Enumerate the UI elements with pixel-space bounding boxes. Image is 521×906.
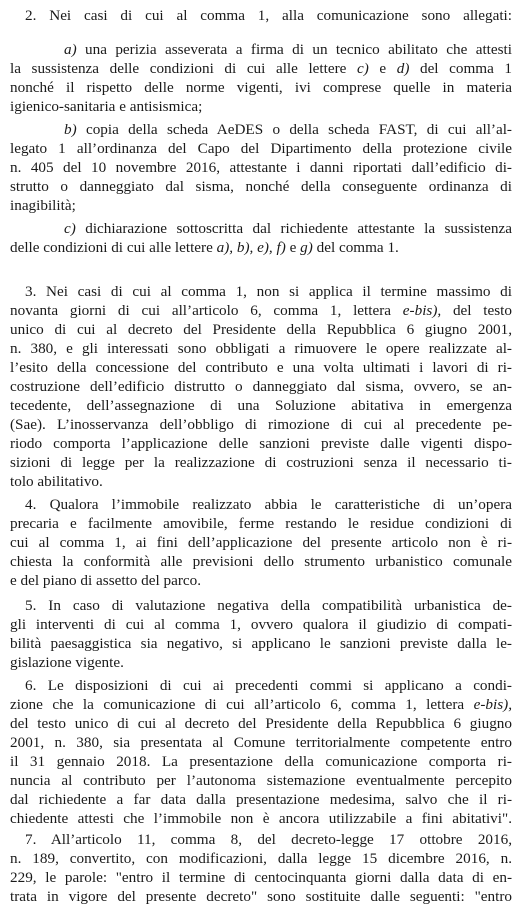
text-line: n. 405 del 10 novembre 2016, attestante i danni riportati dall’edificio di- — [10, 159, 512, 176]
list-label: b) — [64, 121, 77, 138]
text-span: novanta giorni di cui all’articolo 6, comma 1, lettera — [10, 302, 403, 319]
text-span: e — [285, 239, 301, 256]
text-line: gislazione vigente. — [10, 654, 124, 671]
text-line: tolo abilitativo. — [10, 473, 103, 490]
text-line: nonché il rispetto delle norme vigenti, ivi comprese quelle in materia — [10, 79, 512, 96]
text-line: n. 189, convertito, con modificazioni, dalla legge 15 dicembre 2016, n. — [10, 850, 512, 867]
text-line: sizioni di legge per la realizzazione di costruzioni senza il necessario ti- — [10, 454, 512, 471]
text-line: cui al comma 1, ai fini dell’applicazione del presente articolo non è ri- — [10, 534, 512, 551]
text-line: costruzione dell’edificio distrutto o danneggiato dal sisma, ovvero, se an- — [10, 378, 512, 395]
text-line: bilità paesaggistica sia negativo, si applicano le sanzioni previste dalla le- — [10, 635, 512, 652]
text-line: tecedente, dell’assegnazione di una Soluzione abitativa in emergenza — [10, 397, 512, 414]
text-line: inagibilità; — [10, 197, 76, 214]
text-span: la sussistenza delle condizioni di cui alle lettere — [10, 60, 357, 77]
text-line: trata in vigore del presente decreto" sono sostituite dalle seguenti: "entro — [10, 888, 512, 905]
text-line: precaria e facilmente amovibile, ferme restando le residue condizioni di — [10, 515, 512, 532]
text-line — [10, 59, 512, 78]
text-line: n. 380, e gli interessati sono obbligati a rimuovere le opere realizzate al- — [10, 340, 512, 357]
list-ref: d) — [396, 60, 410, 77]
text-line: dal richiedente a far data dalla presentazione medesima, salvo che il ri- — [10, 791, 512, 808]
list-ref: g) — [300, 239, 313, 256]
text-line: 5. In caso di valutazione negativa della compatibilità urbanistica de- — [25, 597, 512, 614]
text-line: gli interventi di cui al comma 1, ovvero qualora il giudizio di compati- — [10, 616, 512, 633]
text-span: delle condizioni di cui alle lettere — [10, 239, 217, 256]
text-line — [64, 40, 512, 59]
text-line: chiesta la conformità alle previsioni dello strumento urbanistico comunale — [10, 553, 512, 570]
list-ref: c) — [357, 60, 369, 77]
list-label: a) — [64, 41, 77, 58]
text-line: 3. Nei casi di cui al comma 1, non si applica il termine massimo di — [25, 283, 512, 300]
text-line: del testo unico di cui al decreto del Presidente della Repubblica 6 giugno — [10, 715, 512, 732]
text-line: 229, le parole: "entro il termine di centocinquanta giorni dalla data di en- — [10, 869, 512, 886]
text-line: il 31 gennaio 2018. La presentazione della comunicazione comporta ri- — [10, 753, 512, 770]
text-span: copia della scheda AeDES o della scheda FAST, di cui all’al- — [76, 121, 512, 138]
text-line: (Sae). L’inosservanza dell’obbligo di rimozione di cui al precedente pe- — [10, 416, 512, 433]
text-line: nuncia al contributo per l’autonoma sistemazione eventualmente percepito — [10, 772, 512, 789]
text-line: 4. Qualora l’immobile realizzato abbia le caratteristiche di un’opera — [25, 496, 512, 513]
text-line: legato 1 all’ordinanza del Capo del Dipartimento della protezione civile — [10, 140, 512, 157]
list-ref: a), b), e), f) — [216, 239, 286, 256]
text-line: riodo comporta l’applicazione delle sanzioni previste dalle vigenti dispo- — [10, 435, 512, 452]
text-span: del testo — [441, 302, 512, 319]
text-line — [64, 120, 512, 139]
text-span: zione che la comunicazione di cui all’articolo 6, comma 1, lettera — [10, 696, 474, 713]
text-line — [10, 695, 512, 714]
text-line: l’esito della concessione del contributo e una volta ultimati i lavori di ri- — [10, 359, 512, 376]
list-label: c) — [64, 220, 76, 237]
text-span: una perizia asseverata a firma di un tecnico abilitato che attesti — [76, 41, 512, 58]
text-line — [10, 301, 512, 320]
text-span: e — [368, 60, 397, 77]
text-line — [64, 219, 512, 238]
text-line — [10, 238, 399, 257]
text-span: del comma 1. — [312, 239, 399, 256]
text-line: e del piano di assetto del parco. — [10, 572, 202, 589]
text-line: 6. Le disposizioni di cui ai precedenti commi si applicano a condi- — [25, 677, 512, 694]
text-line: 2001, n. 380, sia presentata al Comune territorialmente competente entro — [10, 734, 512, 751]
text-line: strutto o danneggiato dal sisma, nonché della conseguente ordinanza di — [10, 178, 512, 195]
text-line: chiedente attesti che l’immobile non è ancora utilizzabile a fini abitativi". — [10, 810, 512, 827]
italic-ref: e-bis), — [473, 696, 512, 713]
italic-ref: e-bis), — [402, 302, 442, 319]
text-line: unico di cui al decreto del Presidente della Repubblica 6 giugno 2001, — [10, 321, 512, 338]
text-span: dichiarazione sottoscritta dal richiedente attestante la sussistenza — [75, 220, 512, 237]
text-span: del comma 1 — [409, 60, 512, 77]
text-line: igienico-sanitaria e antisismica; — [10, 98, 203, 115]
text-line: 2. Nei casi di cui al comma 1, alla comunicazione sono allegati: — [25, 7, 512, 24]
text-line: 7. All’articolo 11, comma 8, del decreto-legge 17 ottobre 2016, — [25, 831, 512, 848]
